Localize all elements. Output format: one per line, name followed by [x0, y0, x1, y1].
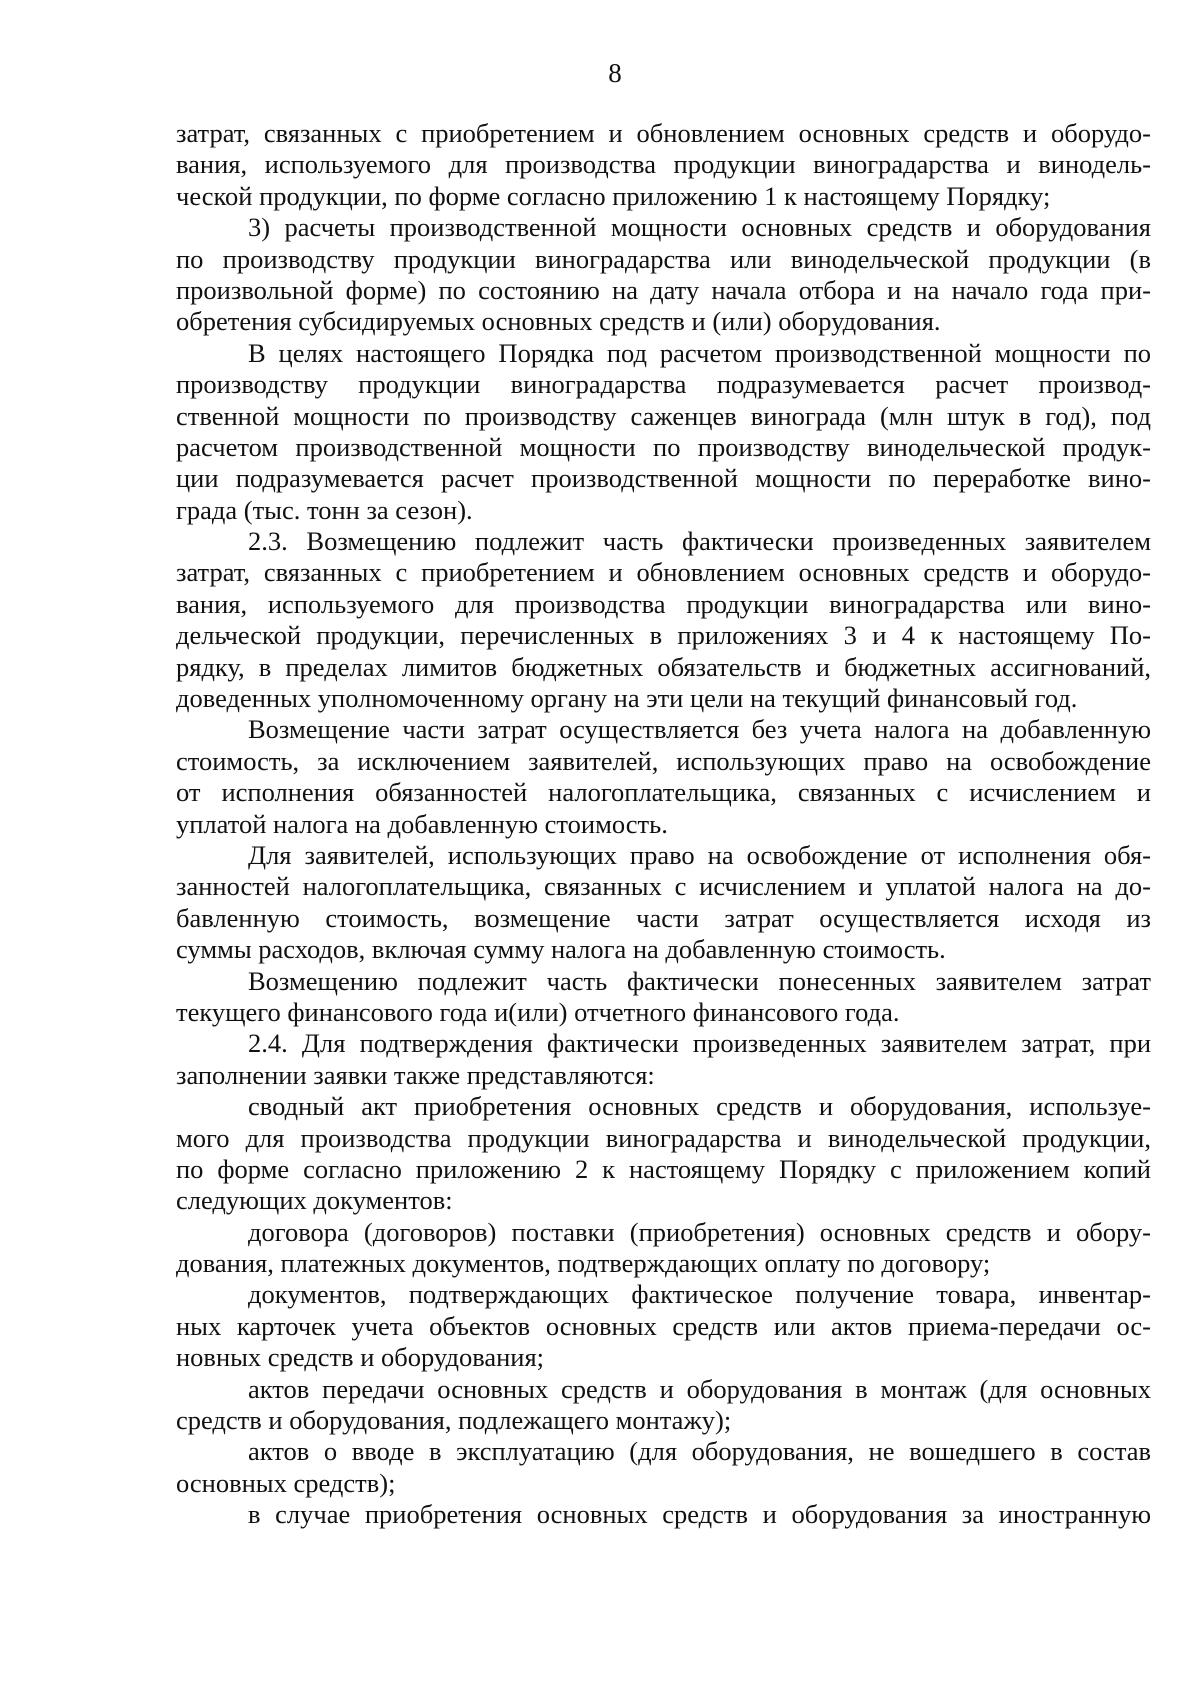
text-line: стоимость, за исключением заявителей, использующих право на освобождение [176, 745, 1151, 776]
text-line: 3) расчеты производственной мощности основных средств и оборудования [248, 212, 1151, 243]
text-line: произвольной форме) по состоянию на дату начала отбора и на начало года при- [176, 274, 1151, 305]
text-line: следующих документов: [176, 1185, 453, 1216]
text-line: основных средств); [176, 1467, 396, 1498]
text-line: производству продукции виноградарства подразумевается расчет производ- [176, 369, 1151, 400]
text-line: договора (договоров) поставки (приобретения) основных средств и обору- [248, 1216, 1151, 1247]
text-line: бавленную стоимость, возмещение части затрат осуществляется исходя из [176, 902, 1151, 933]
text-line: Возмещение части затрат осуществляется без учета налога на добавленную [248, 714, 1151, 745]
text-line: затрат, связанных с приобретением и обновлением основных средств и оборудо- [176, 118, 1151, 148]
text-line: мого для производства продукции виноградарства и винодельческой продукции, [176, 1122, 1151, 1153]
text-line: новных средств и оборудования; [176, 1342, 545, 1373]
text-line: суммы расходов, включая сумму налога на добавленную стоимость. [176, 934, 946, 965]
text-line: ческой продукции, по форме согласно приложению 1 к настоящему Порядку; [176, 180, 1051, 211]
document-body [176, 118, 1151, 1531]
text-line: по форме согласно приложению 2 к настоящему Порядку с приложением копий [176, 1153, 1151, 1184]
text-line: 2.4. Для подтверждения фактически произведенных заявителем затрат, при [248, 1028, 1151, 1059]
text-line: Для заявителей, использующих право на освобождение от исполнения обя- [248, 839, 1151, 870]
text-line: средств и оборудования, подлежащего монтажу); [176, 1405, 732, 1436]
text-line: града (тыс. тонн за сезон). [176, 494, 473, 525]
text-line: ных карточек учета объектов основных средств или актов приема-передачи ос- [176, 1310, 1151, 1341]
page-number: 8 [608, 58, 622, 88]
text-line: сводный акт приобретения основных средств и оборудования, используе- [248, 1091, 1151, 1122]
text-line: заполнении заявки также представляются: [176, 1059, 655, 1090]
text-line: дельческой продукции, перечисленных в приложениях 3 и 4 к настоящему По- [176, 620, 1151, 651]
text-line: ственной мощности по производству саженцев винограда (млн штук в год), под [176, 400, 1151, 431]
text-line: дования, платежных документов, подтверждающих оплату по договору; [176, 1248, 991, 1279]
text-line: актов передачи основных средств и оборудования в монтаж (для основных [248, 1373, 1151, 1404]
text-line: уплатой налога на добавленную стоимость. [176, 808, 668, 839]
text-line: 2.3. Возмещению подлежит часть фактически произведенных заявителем [248, 526, 1151, 557]
text-line: по производству продукции виноградарства или винодельческой продукции (в [176, 243, 1151, 274]
text-line: вания, используемого для производства продукции виноградарства или вино- [176, 588, 1151, 619]
text-line: обретения субсидируемых основных средств и (или) оборудования. [176, 306, 941, 337]
text-line: затрат, связанных с приобретением и обновлением основных средств и оборудо- [176, 557, 1151, 588]
text-line: актов о вводе в эксплуатацию (для оборудования, не вошедшего в состав [248, 1436, 1151, 1467]
text-line: ции подразумевается расчет производственной мощности по переработке вино- [176, 463, 1151, 494]
text-line: от исполнения обязанностей налогоплательщика, связанных с исчислением и [176, 777, 1151, 808]
text-line: доведенных уполномоченному органу на эти цели на текущий финансовый год. [176, 683, 1078, 714]
text-line: вания, используемого для производства продукции виноградарства и винодель- [176, 149, 1151, 180]
text-line: рядку, в пределах лимитов бюджетных обязательств и бюджетных ассигнований, [176, 651, 1151, 682]
text-line: в случае приобретения основных средств и оборудования за иностранную [248, 1499, 1151, 1530]
text-line: В целях настоящего Порядка под расчетом производственной мощности по [248, 337, 1151, 368]
text-line: Возмещению подлежит часть фактически понесенных заявителем затрат [248, 965, 1151, 996]
text-line: расчетом производственной мощности по производству винодельческой продук- [176, 431, 1151, 462]
text-line: занностей налогоплательщика, связанных с исчислением и уплатой налога на до- [176, 871, 1151, 902]
text-line: текущего финансового года и(или) отчетного финансового года. [176, 996, 900, 1027]
text-line: документов, подтверждающих фактическое получение товара, инвентар- [248, 1279, 1151, 1310]
